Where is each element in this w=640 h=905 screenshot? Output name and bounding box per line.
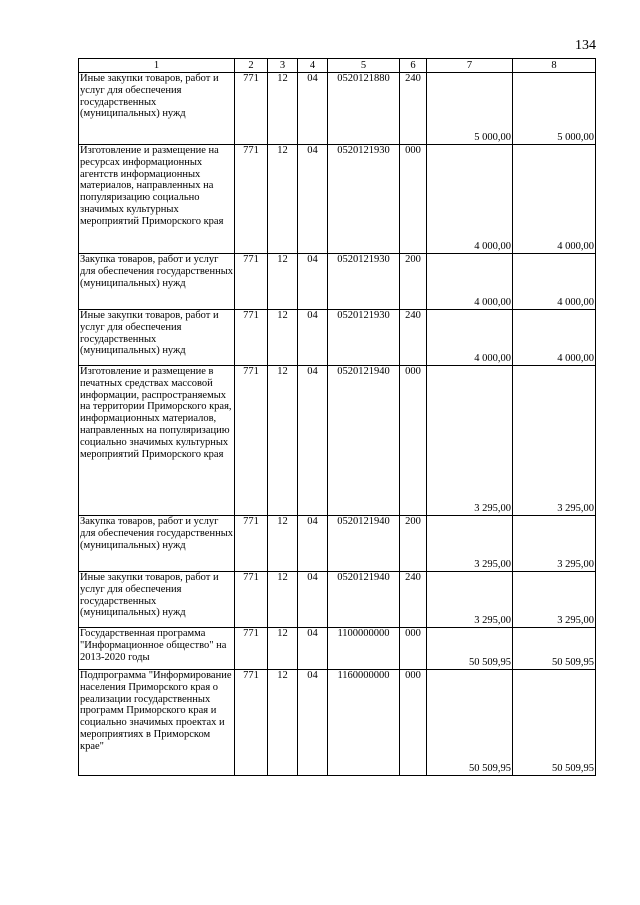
row-code-cell: 04 (298, 73, 328, 145)
row-code-cell: 240 (400, 572, 427, 628)
row-code-cell: 771 (235, 254, 268, 310)
row-amount-cell: 50 509,95 (427, 670, 513, 776)
table-row (79, 254, 596, 310)
column-header: 6 (400, 59, 427, 73)
table-row (79, 670, 596, 776)
row-name-cell: Закупка товаров, работ и услуг для обеспечения государственных (муниципальных) нужд (79, 254, 235, 310)
budget-table (78, 58, 596, 776)
row-code-cell: 0520121940 (328, 366, 400, 516)
row-code-cell: 12 (268, 516, 298, 572)
row-code-cell: 200 (400, 516, 427, 572)
row-code-cell: 771 (235, 572, 268, 628)
row-amount-cell: 4 000,00 (513, 310, 596, 366)
row-amount-cell: 3 295,00 (513, 572, 596, 628)
row-name-cell: Подпрограмма "Информирование населения Приморского края о реализации государственных программ Приморского края и социально значимых проектах и мероприятиях в Приморском крае" (79, 670, 235, 776)
table-row (79, 366, 596, 516)
row-amount-cell: 4 000,00 (427, 254, 513, 310)
table-body (79, 73, 596, 776)
row-amount-cell: 4 000,00 (427, 145, 513, 254)
row-code-cell: 04 (298, 670, 328, 776)
row-code-cell: 04 (298, 628, 328, 670)
row-name-cell: Закупка товаров, работ и услуг для обеспечения государственных (муниципальных) нужд (79, 516, 235, 572)
row-code-cell: 000 (400, 145, 427, 254)
row-code-cell: 12 (268, 73, 298, 145)
row-code-cell: 04 (298, 516, 328, 572)
row-code-cell: 04 (298, 366, 328, 516)
row-amount-cell: 50 509,95 (513, 628, 596, 670)
row-amount-cell: 4 000,00 (427, 310, 513, 366)
table-row (79, 73, 596, 145)
row-code-cell: 771 (235, 310, 268, 366)
row-code-cell: 0520121940 (328, 572, 400, 628)
row-code-cell: 12 (268, 366, 298, 516)
row-code-cell: 0520121930 (328, 254, 400, 310)
row-name-cell: Изготовление и размещение в печатных средствах массовой информации, распространяемых на территории Приморского края, информационных материалов, направленных на популяризацию социально значимых культурных мероприятий Приморского края (79, 366, 235, 516)
row-code-cell: 1100000000 (328, 628, 400, 670)
row-code-cell: 04 (298, 310, 328, 366)
row-code-cell: 12 (268, 572, 298, 628)
row-name-cell: Иные закупки товаров, работ и услуг для обеспечения государственных (муниципальных) нужд (79, 572, 235, 628)
row-code-cell: 240 (400, 73, 427, 145)
row-code-cell: 04 (298, 572, 328, 628)
column-header: 3 (268, 59, 298, 73)
column-header: 1 (79, 59, 235, 73)
row-name-cell: Изготовление и размещение на ресурсах информационных агентств информационных материалов, направленных на популяризацию социально значимых культурных мероприятий Приморского края (79, 145, 235, 254)
row-code-cell: 000 (400, 366, 427, 516)
row-amount-cell: 50 509,95 (427, 628, 513, 670)
row-code-cell: 12 (268, 145, 298, 254)
row-amount-cell: 3 295,00 (427, 516, 513, 572)
row-code-cell: 1160000000 (328, 670, 400, 776)
page-number: 134 (575, 38, 596, 53)
row-code-cell: 04 (298, 145, 328, 254)
row-amount-cell: 3 295,00 (513, 366, 596, 516)
row-code-cell: 771 (235, 145, 268, 254)
column-header: 8 (513, 59, 596, 73)
column-header: 7 (427, 59, 513, 73)
row-code-cell: 000 (400, 670, 427, 776)
column-header: 4 (298, 59, 328, 73)
row-name-cell: Государственная программа "Информационное общество" на 2013-2020 годы (79, 628, 235, 670)
row-amount-cell: 4 000,00 (513, 254, 596, 310)
row-code-cell: 0520121940 (328, 516, 400, 572)
row-code-cell: 0520121930 (328, 310, 400, 366)
table-row (79, 516, 596, 572)
row-code-cell: 12 (268, 254, 298, 310)
row-code-cell: 771 (235, 628, 268, 670)
row-code-cell: 771 (235, 516, 268, 572)
row-amount-cell: 3 295,00 (427, 366, 513, 516)
row-code-cell: 771 (235, 73, 268, 145)
row-code-cell: 240 (400, 310, 427, 366)
table-row (79, 310, 596, 366)
row-code-cell: 000 (400, 628, 427, 670)
row-code-cell: 04 (298, 254, 328, 310)
row-amount-cell: 50 509,95 (513, 670, 596, 776)
column-header: 5 (328, 59, 400, 73)
column-header: 2 (235, 59, 268, 73)
row-code-cell: 771 (235, 366, 268, 516)
row-code-cell: 0520121930 (328, 145, 400, 254)
row-code-cell: 200 (400, 254, 427, 310)
row-amount-cell: 3 295,00 (513, 516, 596, 572)
row-amount-cell: 5 000,00 (513, 73, 596, 145)
row-code-cell: 12 (268, 310, 298, 366)
row-name-cell: Иные закупки товаров, работ и услуг для обеспечения государственных (муниципальных) нужд (79, 73, 235, 145)
table-row (79, 628, 596, 670)
table-row (79, 145, 596, 254)
row-code-cell: 12 (268, 670, 298, 776)
row-amount-cell: 3 295,00 (427, 572, 513, 628)
row-code-cell: 12 (268, 628, 298, 670)
header-row (79, 59, 596, 73)
row-amount-cell: 4 000,00 (513, 145, 596, 254)
row-amount-cell: 5 000,00 (427, 73, 513, 145)
row-code-cell: 0520121880 (328, 73, 400, 145)
row-code-cell: 771 (235, 670, 268, 776)
row-name-cell: Иные закупки товаров, работ и услуг для обеспечения государственных (муниципальных) нужд (79, 310, 235, 366)
table-row (79, 572, 596, 628)
